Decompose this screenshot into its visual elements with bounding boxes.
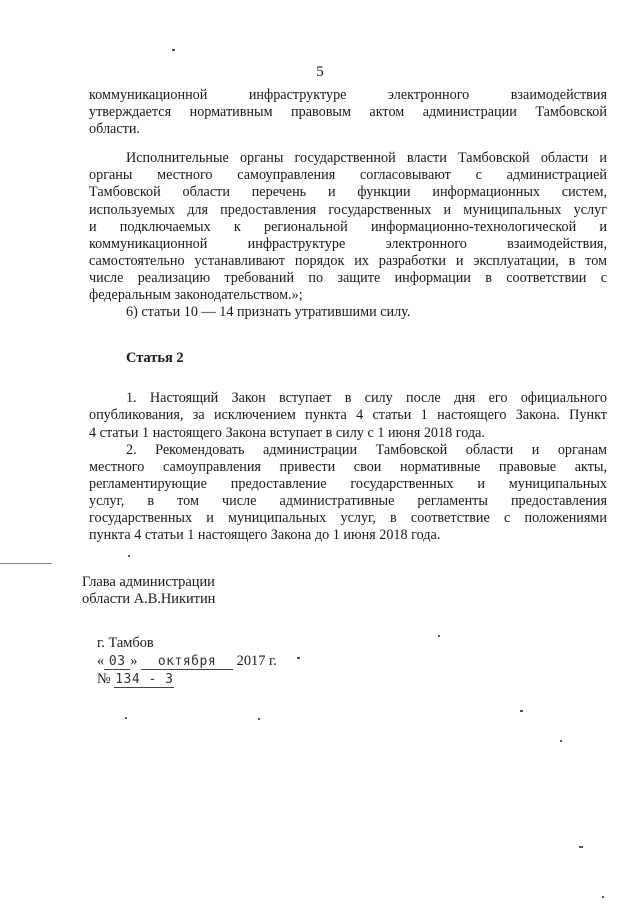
date-line bbox=[97, 652, 277, 670]
scan-speck bbox=[438, 635, 440, 637]
scan-speck bbox=[172, 49, 175, 51]
text-line: используемых для предоставления государственных и муниципальных услуг bbox=[89, 201, 607, 218]
text-line: федеральным законодательством.»; bbox=[89, 287, 303, 304]
item-6: 6) статьи 10 — 14 признать утратившими силу. bbox=[126, 304, 411, 321]
text-line: органы местного самоуправления согласовывают с администрацией bbox=[89, 167, 607, 184]
scan-speck bbox=[128, 555, 130, 557]
text-line: 4 статьи 1 настоящего Закона вступает в силу с 1 июня 2018 года. bbox=[89, 424, 485, 441]
date-open-quote: « bbox=[97, 653, 105, 669]
text-line: коммуникационной инфраструктуре электронного взаимодействия, bbox=[89, 235, 607, 252]
text-line: утверждается нормативным правовым актом администрации Тамбовской bbox=[89, 104, 607, 121]
scan-speck bbox=[297, 657, 300, 659]
page-number: 5 bbox=[316, 64, 324, 80]
scan-speck bbox=[520, 710, 523, 712]
scan-speck bbox=[560, 740, 562, 742]
signature-block bbox=[82, 574, 215, 608]
text-line: и подключаемых к региональной информационно-технологической и bbox=[89, 218, 607, 235]
scan-speck bbox=[579, 846, 583, 848]
text-line: 2. Рекомендовать администрации Тамбовской области и органам bbox=[126, 441, 607, 458]
signature-name: области А.В.Никитин bbox=[82, 591, 216, 607]
scan-speck bbox=[602, 896, 604, 898]
text-line: услуг, в том числе административные регламенты предоставления bbox=[89, 492, 607, 509]
place-date-block bbox=[97, 634, 277, 688]
text-line: пункта 4 статьи 1 настоящего Закона до 1 июня 2018 года. bbox=[89, 527, 441, 544]
document-number: 134 - З bbox=[115, 672, 174, 687]
scan-speck bbox=[258, 718, 260, 720]
document-body bbox=[89, 87, 607, 544]
number-sign: № bbox=[97, 671, 111, 687]
text-line: Тамбовской области перечень и функции информационных систем, bbox=[89, 184, 607, 201]
text-line: опубликования, за исключением пункта 4 статьи 1 настоящего Закона. Пункт bbox=[89, 407, 607, 424]
scan-mark bbox=[0, 563, 52, 564]
scan-speck bbox=[125, 717, 127, 719]
text-line: 1. Настоящий Закон вступает в силу после дня его официального bbox=[126, 390, 607, 407]
text-line: регламентирующие предоставление государственных и муниципальных bbox=[89, 475, 607, 492]
number-line bbox=[97, 670, 277, 688]
text-line: государственных и муниципальных услуг, в соответствие с положениями bbox=[89, 509, 607, 526]
text-line: области. bbox=[89, 121, 140, 138]
date-year: 2017 г. bbox=[236, 653, 277, 669]
signature-title: Глава администрации bbox=[82, 574, 215, 590]
date-day: 03 bbox=[104, 655, 130, 670]
city: г. Тамбов bbox=[97, 635, 154, 651]
text-line: Исполнительные органы государственной власти Тамбовской области и bbox=[126, 150, 607, 167]
text-line: местного самоуправления привести свои нормативные правовые акты, bbox=[89, 458, 607, 475]
article-heading: Статья 2 bbox=[126, 350, 184, 367]
text-line: коммуникационной инфраструктуре электронного взаимодействия bbox=[89, 87, 607, 103]
text-line: самостоятельно устанавливают порядок их разработки и эксплуатации, в том bbox=[89, 252, 607, 269]
text-line: числе реализацию требований по защите информации в соответствии с bbox=[89, 269, 607, 286]
date-month: октября bbox=[141, 655, 233, 670]
date-close-quote: » bbox=[130, 653, 138, 669]
